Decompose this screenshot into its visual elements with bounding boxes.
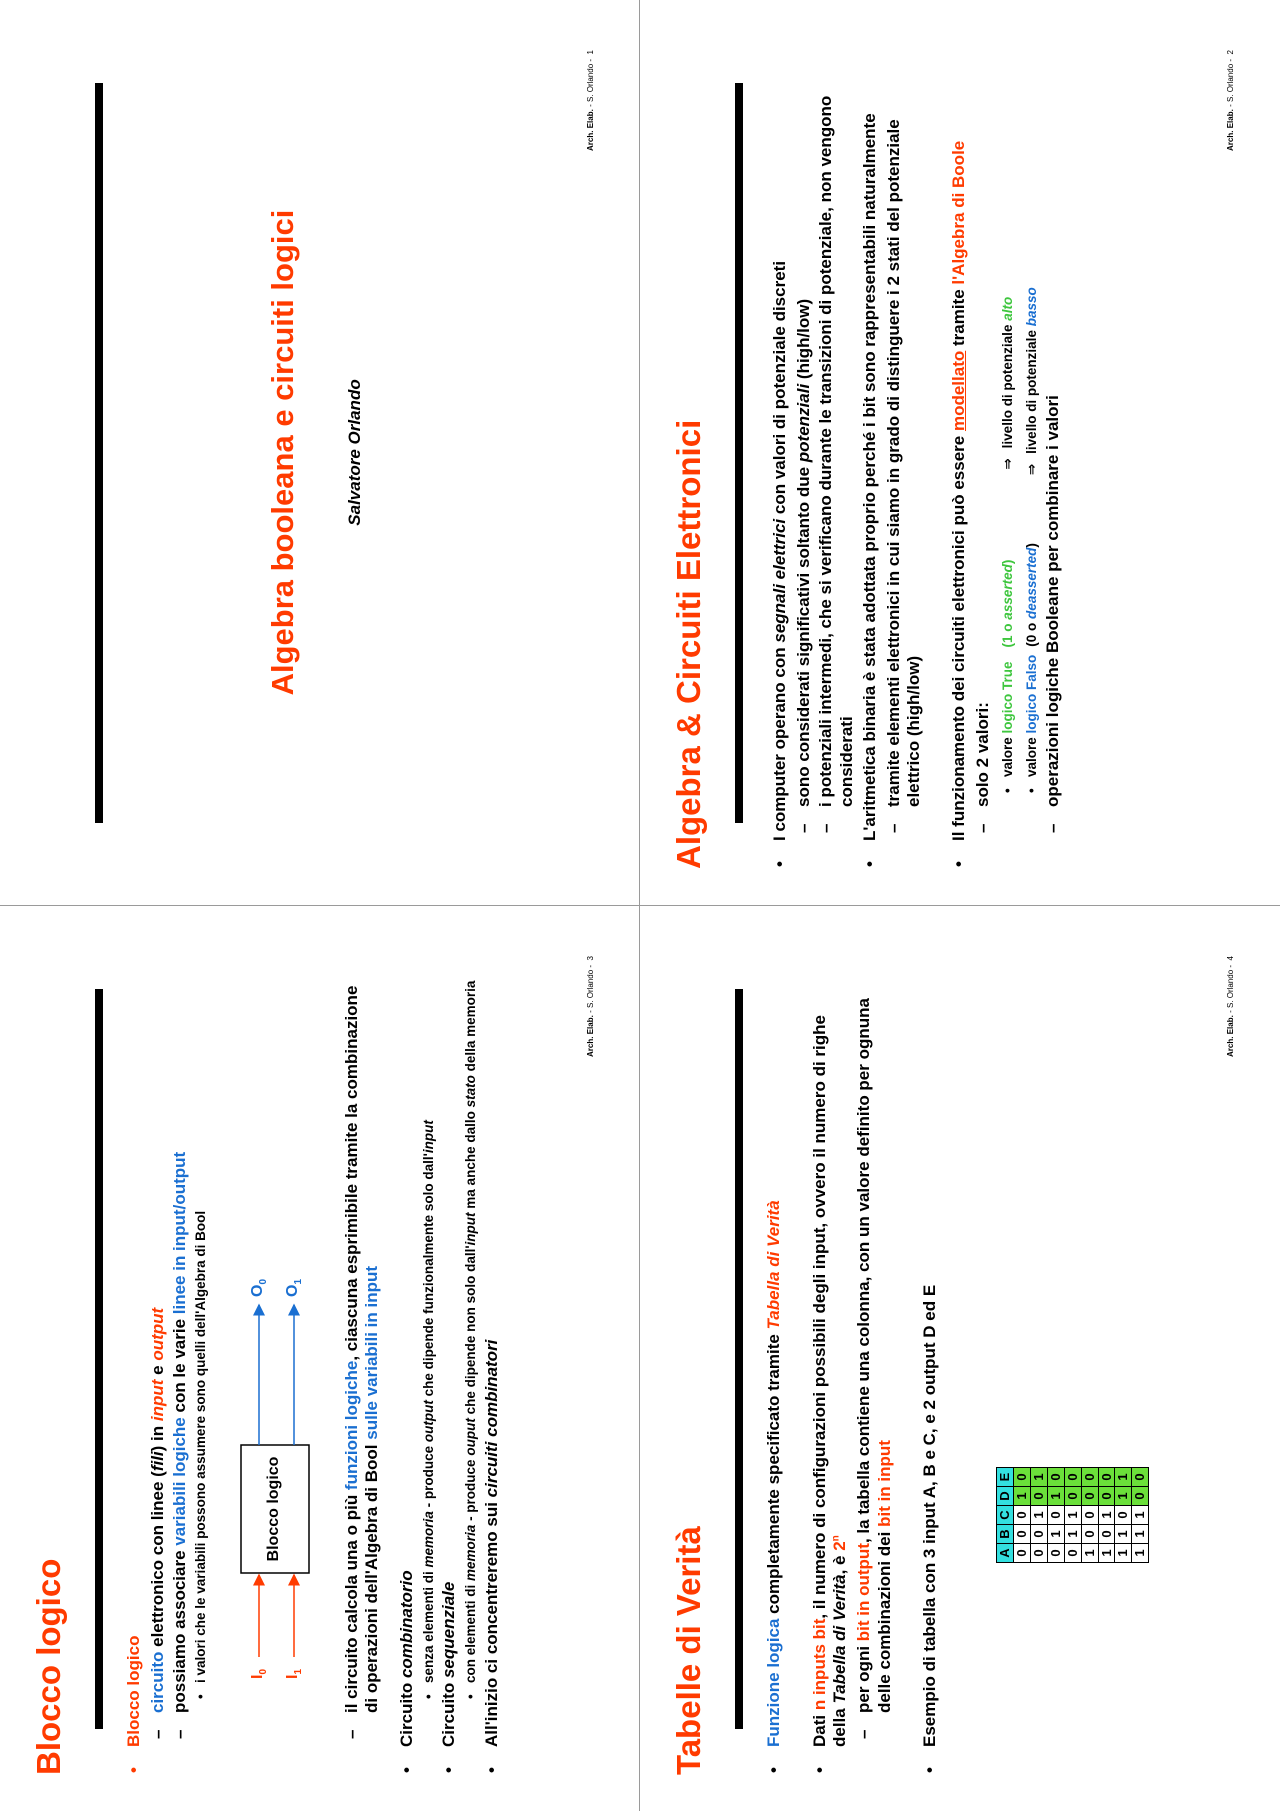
slide-title: Tabelle di Verità [670, 1526, 707, 1775]
output-label-1: $O_1$ [283, 1278, 304, 1297]
slide-2-panel [640, 0, 1280, 905]
logic-block-diagram [212, 975, 340, 1775]
truth-table-cell: 1 [1047, 1487, 1064, 1506]
truth-table-cell: 1 [1031, 1468, 1048, 1487]
slide-footer: Arch. Elab. - S. Orlando - 2 [1226, 50, 1235, 151]
slide-footer: Arch. Elab. - S. Orlando - 4 [1226, 956, 1235, 1057]
input-label-1: $I_1$ [283, 1668, 304, 1679]
bullet: • I computer operano con segnali elettrici con valori di potenziale discreti [770, 69, 791, 869]
sub-bullet: – il circuito calcola una o più funzioni logiche, ciascuna esprimibile tramite la combinazione di operazioni dell'Algebra di Bool sulle variabili in input [342, 975, 383, 1775]
truth-table-cell: 0 [1047, 1544, 1064, 1563]
truth-table [996, 1467, 1149, 1563]
truth-table-cell: 1 [1132, 1544, 1149, 1563]
truth-table-header-cell: E [997, 1468, 1014, 1487]
title-rule [735, 989, 743, 1729]
sub-bullet: – i potenziali intermedi, che si verificano durante le transizioni di potenziale, non vengono considerati [816, 69, 857, 869]
slide-1 [0, 0, 640, 905]
slide-4-panel [640, 906, 1280, 1811]
truth-table-row [1047, 1468, 1064, 1563]
page-number: 1 [586, 50, 595, 55]
bullet: • Blocco logico [124, 975, 145, 1775]
slide-title: Algebra & Circuiti Elettronici [670, 419, 707, 869]
truth-table-row [1098, 1468, 1115, 1563]
truth-table-cell: 1 [1115, 1544, 1132, 1563]
input-label-0: $I_0$ [248, 1668, 269, 1679]
sub-sub-bullet: • senza elementi di memoria - produce output che dipende funzionalmente solo dall'input [421, 975, 437, 1775]
sub-bullet: – sono considerati significativi soltanto due potenziali (high/low) [794, 69, 815, 869]
truth-table-cell: 1 [1098, 1506, 1115, 1525]
truth-table-cell: 0 [1081, 1506, 1098, 1525]
title-rule [735, 83, 743, 823]
truth-table-cell: 1 [1132, 1506, 1149, 1525]
sub-bullet: – tramite elementi elettronici in cui siamo in grado di distinguere i 2 stati del potenziale elettrico (high/low) [884, 69, 925, 869]
slide-title: Blocco logico [30, 1558, 67, 1775]
truth-table-row [1064, 1468, 1081, 1563]
truth-table-header-cell: A [997, 1544, 1014, 1563]
truth-table-row [1132, 1468, 1149, 1563]
truth-table-cell: 0 [1031, 1544, 1048, 1563]
title-rule [95, 83, 103, 823]
sub-bullet: – operazioni logiche Booleane per combinare i valori [1043, 69, 1064, 869]
slide-3 [0, 906, 640, 1811]
truth-table-cell: 0 [1115, 1506, 1132, 1525]
output-label-0: $O_0$ [248, 1278, 269, 1297]
truth-table-cell: 0 [1014, 1544, 1031, 1563]
truth-table-row [1081, 1468, 1098, 1563]
bullet: • Circuito sequenziale [439, 975, 460, 1775]
truth-table-cell: 1 [1031, 1506, 1048, 1525]
truth-table-cell: 0 [1031, 1487, 1048, 1506]
truth-table-row [1115, 1468, 1132, 1563]
bullet: • L'aritmetica binaria è stata adottata proprio perché i bit sono rappresentabili naturalmente [860, 69, 881, 869]
truth-table-cell: 1 [1098, 1544, 1115, 1563]
sub-sub-bullet: • con elementi di memoria - produce ouput che dipende non solo dall'input ma anche dallo stato della memoria [463, 975, 479, 1775]
truth-table-cell: 0 [1064, 1487, 1081, 1506]
page-number: 3 [586, 956, 595, 961]
truth-table-cell: 0 [1014, 1468, 1031, 1487]
presentation-author: Salvatore Orlando [345, 379, 364, 526]
truth-table-cell: 1 [1081, 1544, 1098, 1563]
sub-bullet: – solo 2 valori: [973, 69, 994, 869]
truth-table-cell: 0 [1047, 1506, 1064, 1525]
truth-table-cell: 1 [1014, 1487, 1031, 1506]
truth-table-cell: 0 [1081, 1487, 1098, 1506]
truth-table-cell: 1 [1115, 1487, 1132, 1506]
truth-table-cell: 0 [1098, 1487, 1115, 1506]
bullet: • Dati n inputs bit, il numero di configurazioni possibili degli input, ovvero il numero di righe della Tabella di Verità, è 2$^n$ [810, 975, 851, 1775]
truth-table-header-cell: D [997, 1487, 1014, 1506]
truth-table-cell: 1 [1064, 1506, 1081, 1525]
slide-footer: Arch. Elab. - S. Orlando - 1 [586, 50, 595, 151]
truth-table-cell: 1 [1132, 1525, 1149, 1544]
slide-4 [640, 906, 1280, 1811]
slide-2 [640, 0, 1280, 905]
truth-table-row [1014, 1468, 1031, 1563]
truth-table-header-cell: C [997, 1506, 1014, 1525]
truth-table-cell: 0 [1098, 1468, 1115, 1487]
slide-1-panel [0, 0, 640, 905]
bullet: • Il funzionamento dei circuiti elettronici può essere modellato tramite l'Algebra di Boole [949, 69, 970, 869]
truth-table-cell: 0 [1132, 1487, 1149, 1506]
slide-body [764, 975, 1149, 1775]
sub-bullet: – per ogni bit in output, la tabella contiene una colonna, con un valore definito per ognuna delle combinazioni dei bit in input [854, 975, 895, 1775]
truth-table-cell: 0 [1064, 1468, 1081, 1487]
truth-table-wrapper [996, 975, 1149, 1563]
truth-table-cell: 1 [1115, 1525, 1132, 1544]
diagram-lines [212, 975, 340, 1775]
truth-table-cell: 0 [1014, 1506, 1031, 1525]
bullet: • All'inizio ci concentreremo sui circuiti combinatori [482, 975, 503, 1775]
slide-body [770, 69, 1065, 869]
presentation-title: Algebra booleana e circuiti logici [265, 209, 300, 696]
logic-block-label: Blocco logico [264, 1456, 282, 1562]
truth-table-header [997, 1468, 1014, 1563]
bullet: • Circuito combinatorio [397, 975, 418, 1775]
truth-table-header-cell: B [997, 1525, 1014, 1544]
slide-footer: Arch. Elab. - S. Orlando - 3 [586, 956, 595, 1057]
bullet: • Esempio di tabella con 3 input A, B e C, e 2 output D ed E [920, 975, 941, 1775]
slide-3-panel [0, 906, 640, 1811]
bullet: • Funzione logica completamente specificato tramite Tabella di Verità [764, 975, 785, 1775]
sub-bullet: – circuito elettronico con linee (fili) in input e output [148, 975, 169, 1775]
truth-table-cell: 0 [1081, 1525, 1098, 1544]
truth-table-row [1031, 1468, 1048, 1563]
truth-table-cell: 0 [1081, 1468, 1098, 1487]
truth-table-cell: 0 [1064, 1544, 1081, 1563]
value-false-line: • valore logico Falso(0 o deasserted)⇒livello di potenziale basso [1024, 69, 1040, 869]
page-number: 4 [1226, 956, 1235, 961]
title-rule [95, 989, 103, 1729]
truth-table-cell: 1 [1047, 1525, 1064, 1544]
truth-table-cell: 1 [1064, 1525, 1081, 1544]
sub-bullet: – possiamo associare variabili logiche con le varie linee in input/output [170, 975, 191, 1775]
truth-table-cell: 1 [1115, 1468, 1132, 1487]
truth-table-cell: 0 [1098, 1525, 1115, 1544]
truth-table-cell: 0 [1014, 1525, 1031, 1544]
page-number: 2 [1226, 50, 1235, 55]
slide-body [124, 975, 505, 1775]
truth-table-cell: 0 [1031, 1525, 1048, 1544]
truth-table-cell: 0 [1047, 1468, 1064, 1487]
sub-sub-bullet: • i valori che le variabili possono assumere sono quelli dell'Algebra di Bool [193, 975, 209, 1775]
value-true-line: • valore logico True(1 o asserted)⇒livello di potenziale alto [1000, 69, 1016, 869]
truth-table-cell: 0 [1132, 1468, 1149, 1487]
